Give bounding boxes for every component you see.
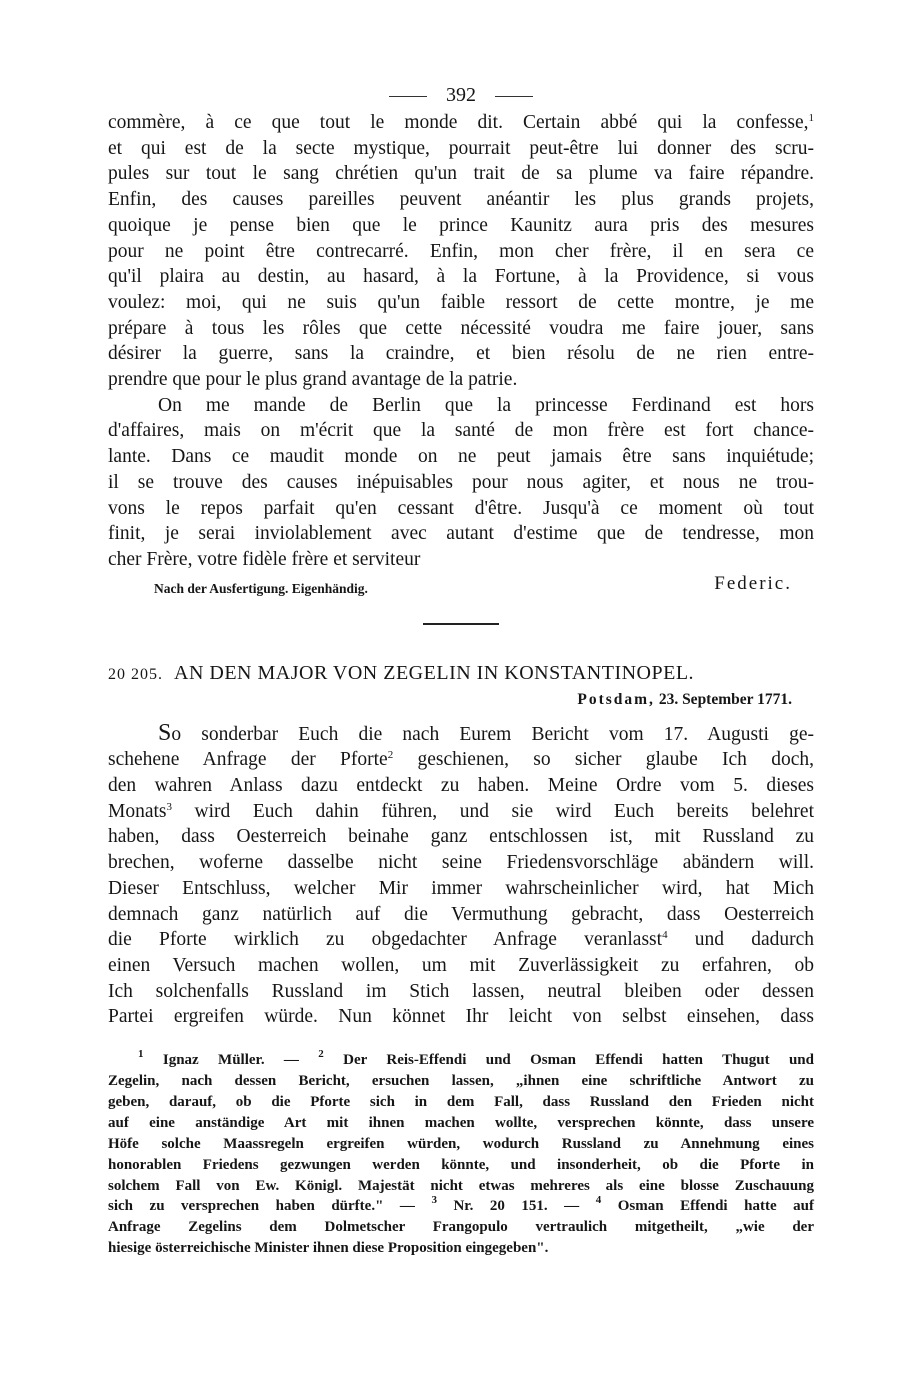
text-line: commère, à ce que tout le monde dit. Certain abbé qui la confesse,$^1$	[108, 112, 814, 133]
letter2-body	[108, 721, 814, 1030]
footnote-line: Anfrage Zegelins dem Dolmetscher Frangopulo vertraulich mitgetheilt, „wie der	[108, 1219, 814, 1236]
text-line: prépare à tous les rôles que cette nécessité voudra me faire jouer, sans	[108, 317, 814, 339]
signature-row	[108, 573, 814, 603]
text-line: vons le repos parfait qu'en cessant d'être. Jusqu'à ce moment où tout	[108, 497, 814, 519]
footnote-line: sich zu versprechen haben dürfte." — $^3$ Nr. 20 151. — $^4$ Osman Effendi hatte auf	[108, 1194, 814, 1215]
text-line: quoique je pense bien que le prince Kaunitz aura pris des mesures	[108, 214, 814, 236]
text-line: finit, je serai inviolablement avec autant d'estime que de tendresse, mon	[108, 523, 814, 545]
text-line: den wahren Anlass dazu entdeckt zu haben. Meine Ordre vom 5. dieses	[108, 775, 814, 797]
footnotes	[108, 1050, 814, 1259]
footnote-ref: 2	[387, 749, 394, 762]
text-line: et qui est de la secte mystique, pourrait peut-être lui donner des scru-	[108, 137, 814, 159]
header-dash-left	[389, 96, 427, 97]
text-line: il se trouve des causes inépuisables pour nous agiter, et nous ne trou-	[108, 471, 814, 493]
text-line: brechen, woferne dasselbe nicht seine Friedensvorschläge abändern will.	[108, 852, 814, 874]
text-line: On me mande de Berlin que la princesse Ferdinand est hors	[158, 394, 814, 416]
text-line: voulez: moi, qui ne suis qu'un faible ressort de cette montre, je me	[108, 291, 814, 313]
signature: Federic.	[714, 572, 792, 594]
letter1-paragraph2	[108, 393, 814, 573]
drop-cap: S	[158, 719, 172, 746]
text-line: pour ne point être contrecarré. Enfin, mon cher frère, il en sera ce	[108, 240, 814, 262]
text-line: d'affaires, mais on m'écrit que la santé de mon frère est fort chance-	[108, 420, 814, 442]
letter-date: 23. September 1771.	[658, 690, 792, 708]
text-line: So sonderbar Euch die nach Eurem Bericht vom 17. Augusti ge-	[158, 719, 814, 746]
text-line: die Pforte wirklich zu obgedachter Anfrage veranlasst$^4$ und dadurch	[108, 929, 814, 951]
footnote-line: geben, darauf, ob die Pforte sich in dem Fall, dass Russland den Frieden nicht	[108, 1093, 814, 1110]
text-line: prendre que pour le plus grand avantage de la patrie.	[108, 369, 518, 391]
letter2-heading	[108, 659, 814, 687]
dateline	[108, 687, 814, 713]
text-line: haben, dass Oesterreich beinahe ganz entschlossen ist, mit Russland zu	[108, 826, 814, 848]
letter-title: AN DEN MAJOR VON ZEGELIN IN KONSTANTINOPEL.	[174, 661, 695, 684]
text-line: Ich solchenfalls Russland im Stich lassen, neutral bleiben oder dessen	[108, 980, 814, 1002]
section-divider	[423, 623, 499, 625]
header-dash-right	[495, 96, 533, 97]
text-line: cher Frère, votre fidèle frère et serviteur	[108, 548, 421, 570]
text-line: Dieser Entschluss, welcher Mir immer wahrscheinlicher wird, hat Mich	[108, 877, 814, 899]
letter-place: Potsdam,	[577, 690, 655, 708]
page-number: 392	[446, 84, 476, 106]
text-line: einen Versuch machen wollen, um mit Zuverlässigkeit zu erfahren, ob	[108, 954, 814, 976]
letter1-paragraph1	[108, 110, 814, 393]
text-line: Enfin, des causes pareilles peuvent anéantir les plus grands projets,	[108, 189, 814, 211]
footnote-line: Höfe solche Maassregeln ergreifen würden, wodurch Russland zu Annehmung eines	[108, 1135, 814, 1152]
footnote-ref: 4	[662, 929, 668, 942]
footnote-line: $^1$ Ignaz Müller. — $^2$ Der Reis-Effendi und Osman Effendi hatten Thugut und	[138, 1048, 814, 1069]
footnote-line: hiesige österreichische Minister ihnen diese Proposition eingegeben".	[108, 1240, 549, 1257]
footnote-line: solchem Fall von Ew. Königl. Majestät nicht etwas mehreres als eine blosse Zuschauung	[108, 1177, 814, 1194]
text-line: demnach ganz natürlich auf die Vermuthung gebracht, dass Oesterreich	[108, 903, 814, 925]
footnote-line: Zegelin, nach dessen Bericht, ersuchen lassen, „ihnen eine schriftliche Antwort zu	[108, 1073, 814, 1089]
footnote-ref: 1	[808, 112, 814, 124]
text-line: pules sur tout le sang chrétien qu'un trait de sa plume va faire répandre.	[108, 163, 814, 185]
page-header	[108, 80, 814, 110]
text-line: désirer la guerre, sans la craindre, et bien résolu de ne rien entre-	[108, 343, 814, 365]
page	[108, 80, 814, 1259]
source-note: Nach der Ausfertigung. Eigenhändig.	[154, 580, 368, 596]
text-line: Monats$^3$ wird Euch dahin führen, und sie wird Euch bereits belehret	[108, 800, 814, 822]
footnote-line: auf eine anständige Art mit ihnen machen wollte, versprechen könnte, dass unsere	[108, 1114, 814, 1131]
text-line: lante. Dans ce maudit monde on ne peut jamais être sans inquiétude;	[108, 446, 814, 468]
letter-number: 20 205.	[108, 665, 163, 683]
footnote-line: honorablen Friedens gezwungen werden könnte, und insonderheit, ob die Pforte in	[108, 1156, 814, 1173]
footnote-ref: 3	[166, 800, 172, 813]
text-line: schehene Anfrage der Pforte$^2$ geschienen, so sicher glaube Ich doch,	[108, 749, 814, 771]
text-line: Partei ergreifen würde. Nun könnet Ihr leicht von selbst einsehen, dass	[108, 1006, 814, 1028]
text-line: qu'il plaira au destin, au hasard, à la Fortune, à la Providence, si vous	[108, 266, 814, 288]
